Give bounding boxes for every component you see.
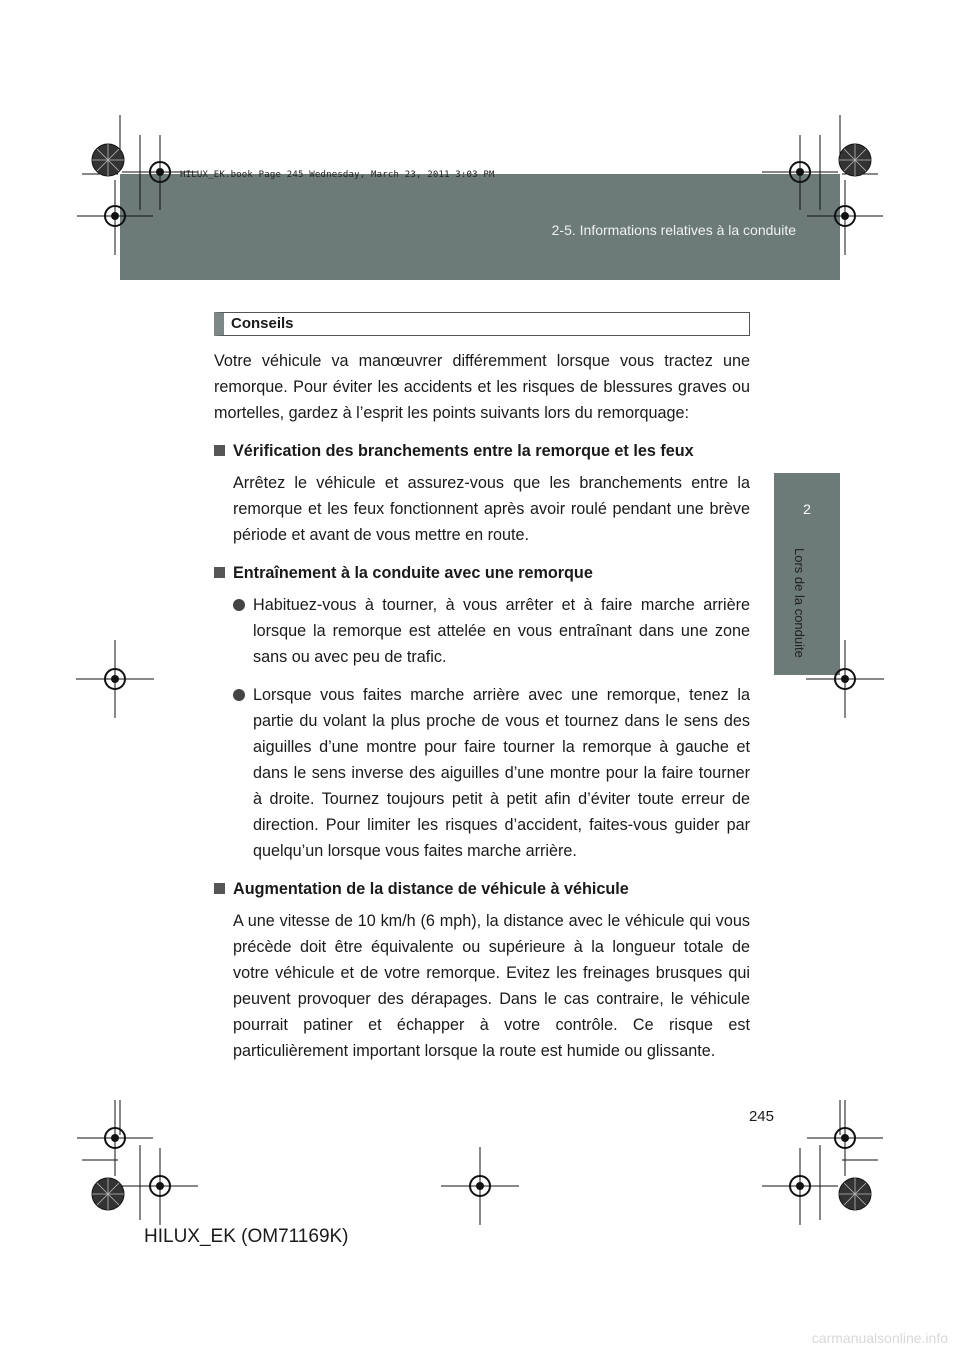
square-bullet-icon bbox=[214, 883, 225, 894]
chapter-caption: Lors de la conduite bbox=[792, 548, 807, 658]
page-content bbox=[214, 312, 750, 1076]
section-body: Arrêtez le véhicule et assurez-vous que les branchements entre la remorque et les feux fonctionnent après avoir roulé pendant une brève période et avant de vous mettre en route. bbox=[233, 474, 750, 544]
square-bullet-icon bbox=[214, 567, 225, 578]
section-heading-text: Vérification des branchements entre la remorque et les feux bbox=[233, 442, 694, 460]
section-heading bbox=[214, 560, 750, 586]
page-number: 245 bbox=[748, 1108, 774, 1125]
footer-model-code: HILUX_EK (OM71169K) bbox=[144, 1226, 349, 1247]
book-stamp: HILUX_EK.book Page 245 Wednesday, March 23, 2011 3:03 PM bbox=[180, 170, 495, 180]
section-title: 2-5. Informations relatives à la conduite bbox=[551, 222, 796, 238]
intro-paragraph: Votre véhicule va manœuvrer différemment lorsque vous tractez une remorque. Pour éviter les accidents et les risques de blessures graves ou mortelles, gardez à l’esprit les points suivants lors du remorquage: bbox=[214, 352, 750, 422]
list-item-text: Habituez-vous à tourner, à vous arrêter et à faire marche arrière lorsque la remorque est attelée en vous entraînant dans une zone sans ou avec peu de trafic. bbox=[253, 596, 750, 666]
square-bullet-icon bbox=[214, 445, 225, 456]
section-heading bbox=[214, 438, 750, 464]
section-body: A une vitesse de 10 km/h (6 mph), la distance avec le véhicule qui vous précède doit être équivalente ou supérieure à la longueur totale de votre véhicule et de votre remorque. Evitez les freinages brusques qui peuvent provoquer des dérapages. Dans le cas contraire, le véhicule pourrait patiner et échapper à votre contrôle. Ce risque est particulièrement important lorsque la route est humide ou glissante. bbox=[233, 912, 750, 1060]
watermark: carmanualsonline.info bbox=[811, 1330, 948, 1346]
round-bullet-icon bbox=[233, 599, 245, 611]
list-item bbox=[214, 592, 750, 670]
chapter-number: 2 bbox=[803, 501, 811, 517]
tips-title: Conseils bbox=[231, 315, 294, 332]
section-heading bbox=[214, 876, 750, 902]
tips-box bbox=[214, 312, 750, 336]
round-bullet-icon bbox=[233, 689, 245, 701]
section-heading-text: Augmentation de la distance de véhicule à véhicule bbox=[233, 880, 629, 898]
list-item-text: Lorsque vous faites marche arrière avec une remorque, tenez la partie du volant la plus proche de vous et tournez dans le sens des aiguilles d’une montre pour faire tourner la remorque à gauche et dans le sens inverse des aiguilles d’une montre pour la faire tourner à droite. Tournez toujours petit à petit afin d’éviter toute erreur de direction. Pour limiter les risques d’accident, faites-vous guider par quelqu’un lorsque vous faites marche arrière. bbox=[253, 686, 750, 860]
list-item bbox=[214, 682, 750, 864]
section-heading-text: Entraînement à la conduite avec une remorque bbox=[233, 564, 593, 582]
